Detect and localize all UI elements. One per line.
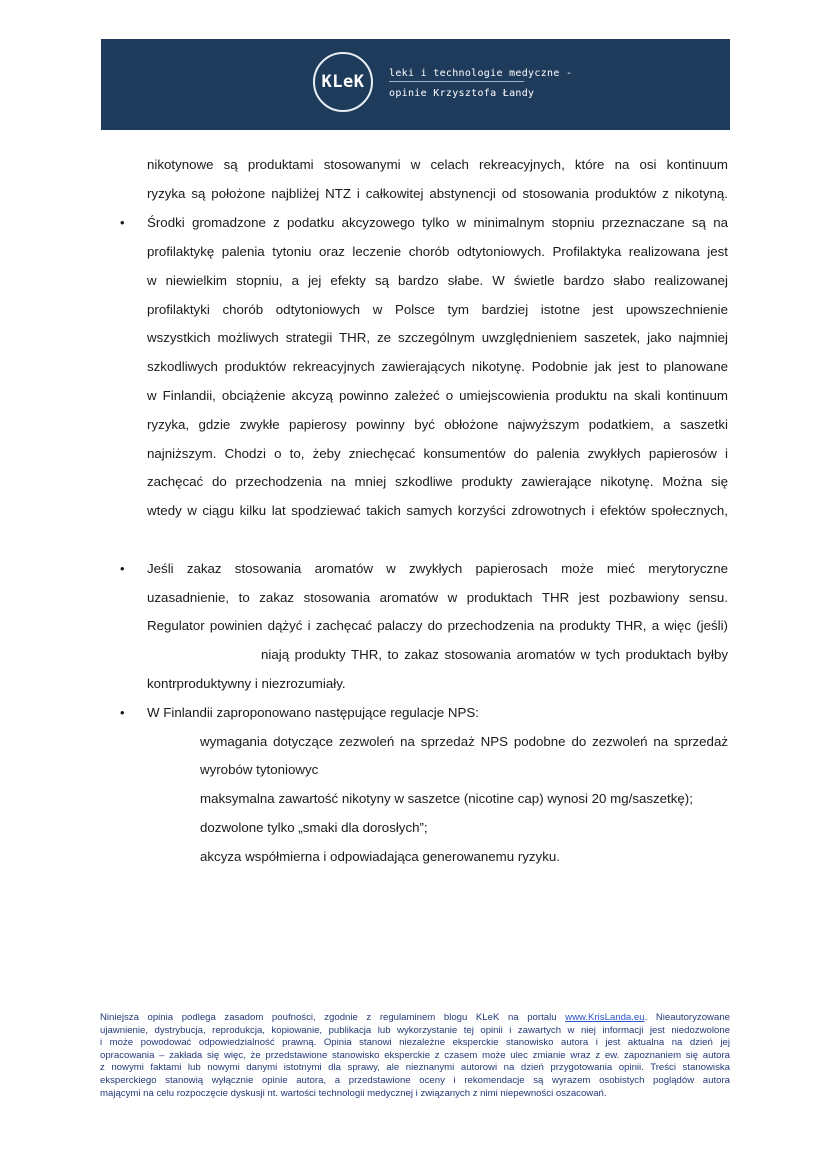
tagline-line2: opinie Krzysztofa Łandy (389, 88, 535, 99)
footer-line: opracowania – zakłada się więc, że przedstawione stanowisko eksperckie z czasem może ulec zmianie wraz z ew. zapoznaniem się autora (100, 1049, 730, 1061)
portal-link[interactable]: www.KrisLanda.eu (565, 1012, 645, 1023)
confidentiality-footer (100, 1012, 730, 1100)
footer-line: mającymi na celu rozpoczęcie dyskusji nt. wartości technologii medycznej i związanych z nimi niepewności oszacowań. (100, 1087, 607, 1099)
sub-item: dozwolone tylko „smaki dla dorosłych”; (200, 820, 428, 835)
bullet2-line: uzasadnienie, to zakaz stosowania aromatów w produktach THR jest pozbawiony sensu. (147, 590, 728, 605)
footer-line: z nowymi faktami lub nowymi danymi istotnymi dla sprawy, ale nieznanymi autorowi na dzień przygotowania opinii. Treści stanowiska (100, 1062, 730, 1074)
intro-line: nikotynowe są produktami stosowanymi w celach rekreacyjnych, które na osi kontinuum (147, 157, 728, 172)
sub-item: akcyza współmierna i odpowiadająca generowanemu ryzyku. (200, 849, 560, 864)
bullet1-line: w niewielkim stopniu, a jej efekty są bardzo słabe. W świetle bardzo słabo realizowanej (147, 273, 728, 288)
bullet2-line: kontrproduktywny i niezrozumiały. (147, 676, 346, 691)
bullet-marker: • (120, 561, 125, 576)
klek-logo (313, 52, 373, 112)
bullet1-line: profilaktyki chorób odtytoniowych w Polsce tym bardziej istotne jest upowszechnienie (147, 302, 728, 317)
sub-item: maksymalna zawartość nikotyny w saszetce (nicotine cap) wynosi 20 mg/saszetkę); (200, 791, 693, 806)
bullet-marker: • (120, 215, 125, 230)
footer-text: Niniejsza opinia podlega zasadom poufności, zgodnie z regulaminem blogu KLeK na portalu (100, 1012, 566, 1023)
bullet1-line: profilaktykę palenia tytoniu oraz leczenie chorób odtytoniowych. Profilaktyka realizowana jest (147, 244, 728, 259)
footer-text: . Nieautoryzowane (644, 1012, 730, 1023)
bullet1-line: szkodliwych produktów rekreacyjnych zawierających nikotynę. Podobnie jak jest to planowane (147, 359, 728, 374)
bullet2-line: Jeśli zakaz stosowania aromatów w zwykłych papierosach może mieć merytoryczne (147, 561, 728, 576)
bullet1-line: wtedy w ciągu kilku lat spodziewać takich samych korzyści zdrowotnych i efektów społecznych, (147, 503, 728, 518)
bullet1-line: Środki gromadzone z podatku akcyzowego tylko w minimalnym stopniu przeznaczane są na (147, 215, 728, 230)
logo-text: KLeK (321, 72, 365, 92)
bullet1-line: zachęcać do przechodzenia na mniej szkodliwe produkty zawierające nikotynę. Można się (147, 474, 728, 489)
footer-line (100, 1012, 730, 1025)
bullet2-line: Regulator powinien dążyć i zachęcać palaczy do przechodzenia na produkty THR, a więc (jeśli) (147, 618, 728, 633)
bullet1-line: w Finlandii, obciążenie akcyzą powinno zależeć o umiejscowienia produktu na skali kontinuum (147, 388, 728, 403)
bullet1-line: wszystkich możliwych strategii THR, ze szczególnym uwzględnieniem saszetek, jako najmniej (147, 330, 728, 345)
bullet1-line: najniższym. Chodzi o to, żeby zniechęcać konsumentów do palenia zwykłych papierosów i (147, 446, 728, 461)
bullet3-intro: W Finlandii zaproponowano następujące regulacje NPS: (147, 705, 479, 720)
bullet1-line: ryzyka, gdzie zwykłe papierosy powinny być obłożone najwyższym podatkiem, a saszetki (147, 417, 728, 432)
tagline-line1: leki i technologie medyczne - (389, 68, 573, 79)
tagline-divider (389, 81, 524, 82)
sub-item: wymagania dotyczące zezwoleń na sprzedaż NPS podobne do zezwoleń na sprzedaż (200, 734, 728, 749)
footer-line: i może powodować odpowiedzialność prawną. Opinia stanowi niezależne eksperckie stanowisko autora i jest aktualna na dzień jej (100, 1037, 730, 1049)
sub-item: wyrobów tytoniowyc (200, 762, 319, 777)
bullet-marker: • (120, 705, 125, 720)
header-banner (101, 39, 730, 130)
footer-line: ujawnienie, dystrybucja, reprodukcja, kopiowanie, publikacja lub wykorzystanie tej opinii i zawartych w niej informacji jest niedozwolone (100, 1024, 730, 1036)
footer-line: eksperckiego stanowią wyłącznie opinie autora, a przedstawione oceny i rekomendacje są wyrazem osobistych poglądów autora (100, 1074, 730, 1086)
bullet2-line: niają produkty THR, to zakaz stosowania aromatów w tych produktach byłby (261, 647, 728, 662)
intro-line: ryzyka są położone najbliżej NTZ i całkowitej abstynencji od stosowania produktów z nikotyną. (147, 186, 728, 201)
